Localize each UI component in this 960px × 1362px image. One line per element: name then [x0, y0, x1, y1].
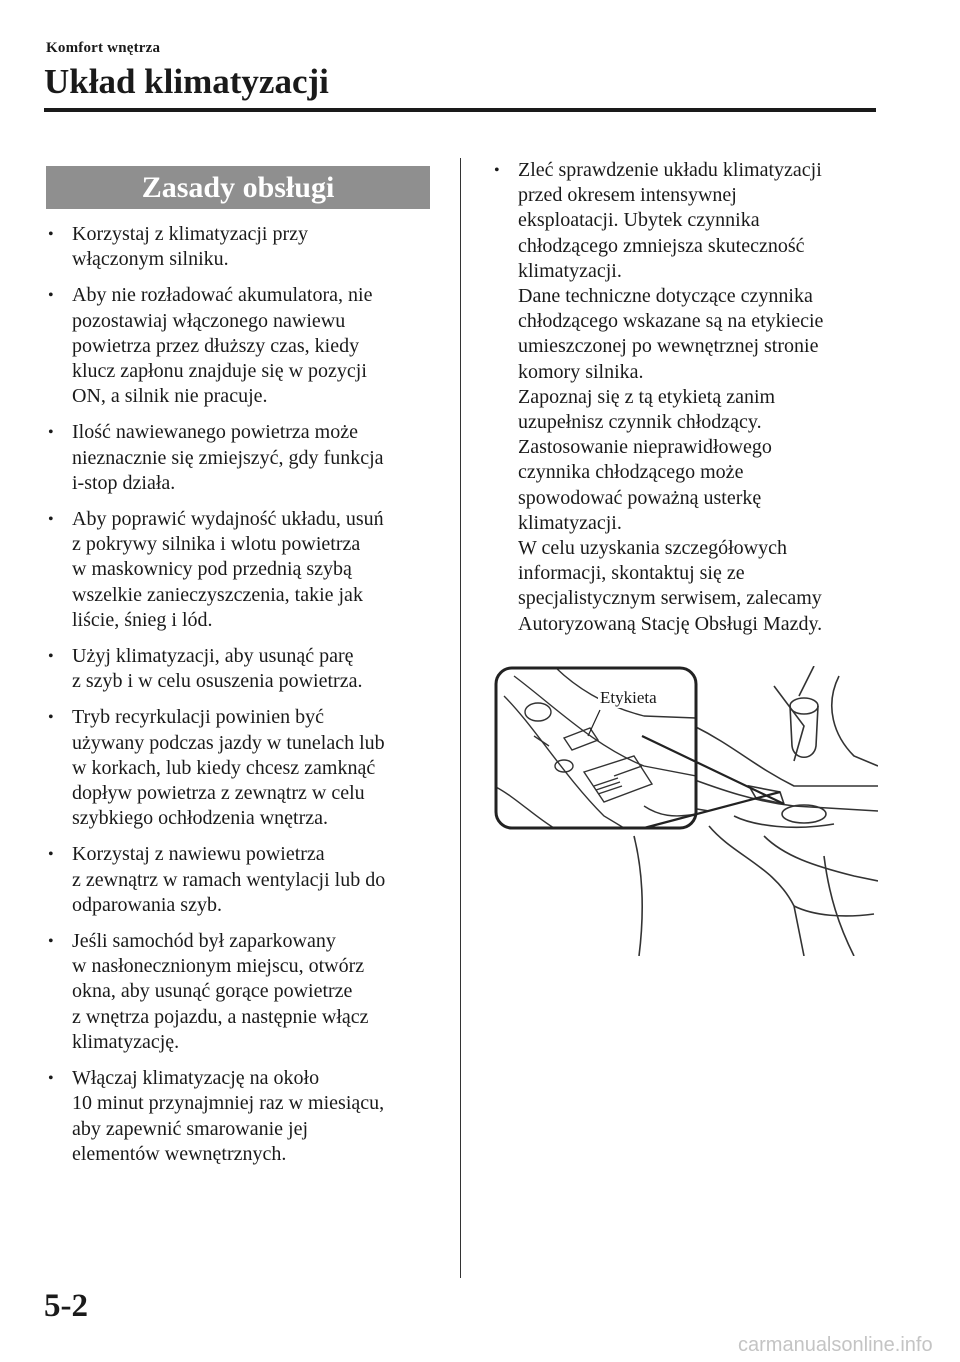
text-line: specjalistycznym serwisem, zalecamy [518, 587, 822, 610]
bullet-item [46, 507, 438, 633]
bullet-text [72, 929, 438, 1055]
text-line: włączonym silniku. [72, 248, 229, 271]
section-heading: Zasady obsługi [46, 166, 430, 209]
watermark: carmanualsonline.info [738, 1334, 933, 1356]
text-line: Korzystaj z nawiewu powietrza [72, 843, 325, 866]
bullet-text [518, 158, 884, 637]
text-line: klucz zapłonu znajduje się w pozycji [72, 360, 367, 383]
text-line: Dane techniczne dotyczące czynnika [518, 285, 813, 308]
text-line: umieszczonej po wewnętrznej stronie [518, 335, 819, 358]
text-line: z wnętrza pojazdu, a następnie włącz [72, 1005, 369, 1028]
bullet-text [72, 420, 438, 496]
text-line: wszelkie zanieczyszczenia, takie jak [72, 583, 363, 606]
text-line: czynnika chłodzącego może [518, 461, 744, 484]
bullet-text [72, 1066, 438, 1167]
bullet-item [46, 842, 438, 918]
bullet-item [46, 283, 438, 409]
bullet-text [72, 705, 438, 831]
text-line: Jeśli samochód był zaparkowany [72, 930, 336, 953]
right-column [492, 158, 884, 648]
text-line: klimatyzacji. [518, 259, 622, 282]
text-line: komory silnika. [518, 360, 644, 383]
bullet-icon: • [48, 424, 54, 442]
bullet-text [72, 507, 438, 633]
bullet-icon: • [494, 162, 500, 179]
text-line: uzupełnisz czynnik chłodzący. [518, 411, 762, 434]
text-line: dopływ powietrza z zewnątrz w celu [72, 782, 365, 805]
text-line: Aby nie rozładować akumulatora, nie [72, 284, 373, 307]
bullet-icon: • [48, 709, 54, 727]
text-line: Włączaj klimatyzację na około [72, 1067, 320, 1090]
bullet-icon: • [48, 648, 54, 666]
text-line: chłodzącego zmniejsza skuteczność [518, 234, 805, 257]
bullet-item [46, 644, 438, 694]
engine-bay-illustration [494, 666, 878, 956]
bullet-item [46, 420, 438, 496]
text-line: klimatyzacji. [518, 511, 622, 534]
bullet-text [72, 222, 438, 272]
text-line: z zewnątrz w ramach wentylacji lub do [72, 868, 386, 891]
text-line: Autoryzowaną Stację Obsługi Mazdy. [518, 612, 823, 635]
bullet-item [46, 929, 438, 1055]
text-line: Zapoznaj się z tą etykietą zanim [518, 385, 776, 408]
text-line: i-stop działa. [72, 471, 176, 494]
text-line: z szyb i w celu osuszenia powietrza. [72, 670, 363, 693]
text-line: elementów wewnętrznych. [72, 1142, 287, 1165]
bullet-item [492, 158, 884, 637]
text-line: aby zapewnić smarowanie jej [72, 1117, 309, 1140]
bullet-text [72, 842, 438, 918]
text-line: Zleć sprawdzenie układu klimatyzacji [518, 159, 822, 181]
text-line: Aby poprawić wydajność układu, usuń [72, 508, 384, 531]
text-line: w nasłonecznionym miejscu, otwórz [72, 955, 365, 978]
text-line: Ilość nawiewanego powietrza może [72, 421, 358, 444]
text-line: klimatyzację. [72, 1030, 180, 1053]
column-divider [460, 158, 461, 1278]
text-line: ON, a silnik nie pracuje. [72, 385, 268, 408]
page-title: Układ klimatyzacji [44, 62, 329, 101]
text-line: używany podczas jazdy w tunelach lub [72, 731, 385, 754]
text-line: w maskownicy pod przednią szybą [72, 558, 352, 581]
header-divider [44, 108, 876, 112]
text-line: 10 minut przynajmniej raz w miesiącu, [72, 1092, 385, 1115]
page-number: 5-2 [44, 1288, 88, 1324]
text-line: pozostawiaj włączonego nawiewu [72, 309, 346, 332]
bullet-text [72, 283, 438, 409]
bullet-icon: • [48, 1070, 54, 1088]
text-line: okna, aby usunąć gorące powietrze [72, 980, 353, 1003]
bullet-item [46, 1066, 438, 1167]
text-line: przed okresem intensywnej [518, 184, 737, 207]
bullet-icon: • [48, 226, 54, 243]
text-line: z pokrywy silnika i wlotu powietrza [72, 533, 361, 556]
engine-bay-figure [494, 666, 878, 956]
left-column [46, 222, 438, 1178]
text-line: Użyj klimatyzacji, aby usunąć parę [72, 645, 354, 668]
text-line: liście, śnieg i lód. [72, 608, 213, 631]
text-line: spowodować poważną usterkę [518, 486, 762, 509]
text-line: chłodzącego wskazane są na etykiecie [518, 310, 824, 333]
text-line: Tryb recyrkulacji powinien być [72, 706, 324, 729]
bullet-icon: • [48, 287, 54, 305]
bullet-icon: • [48, 511, 54, 529]
text-line: w korkach, lub kiedy chcesz zamknąć [72, 756, 376, 779]
figure-label: Etykieta [600, 688, 657, 707]
text-line: powietrza przez dłuższy czas, kiedy [72, 334, 360, 357]
bullet-icon: • [48, 933, 54, 951]
bullet-icon: • [48, 846, 54, 864]
text-line: Zastosowanie nieprawidłowego [518, 436, 772, 459]
text-line: informacji, skontaktuj się ze [518, 562, 745, 585]
bullet-item [46, 705, 438, 831]
text-line: Korzystaj z klimatyzacji przy [72, 223, 309, 245]
text-line: eksploatacji. Ubytek czynnika [518, 209, 760, 232]
text-line: szybkiego ochłodzenia wnętrza. [72, 807, 329, 830]
bullet-item [46, 222, 438, 272]
section-label: Komfort wnętrza [46, 40, 161, 56]
text-line: odparowania szyb. [72, 893, 222, 916]
bullet-text [72, 644, 438, 694]
text-line: nieznacznie się zmiejszyć, gdy funkcja [72, 446, 384, 469]
text-line: W celu uzyskania szczegółowych [518, 537, 787, 560]
